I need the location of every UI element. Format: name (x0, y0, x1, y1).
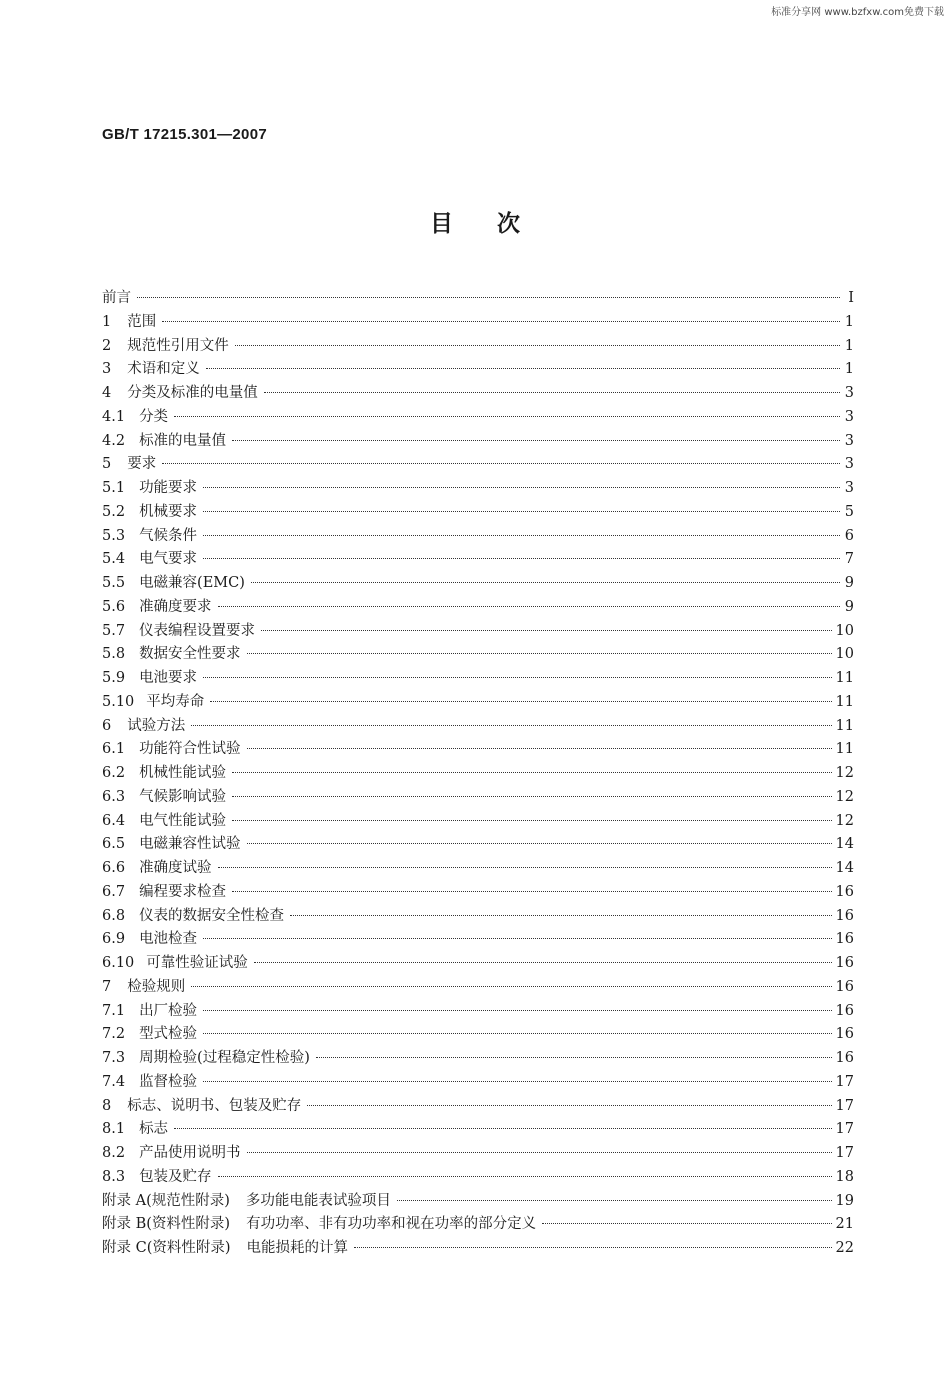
toc-dot-leader (542, 1223, 831, 1224)
toc-entry[interactable] (102, 643, 854, 667)
toc-entry-page: 16 (835, 1002, 854, 1019)
toc-entry-label: 电磁兼容(EMC) (139, 575, 245, 591)
toc-entry-number: 6.3 (102, 788, 126, 805)
toc-dot-leader (247, 653, 832, 654)
toc-dot-leader (397, 1200, 832, 1201)
toc-entry-label: 型式检验 (139, 1026, 198, 1043)
toc-entry[interactable] (102, 905, 854, 929)
toc-entry-label: 范围 (127, 313, 157, 330)
toc-entry-number: 1 (102, 313, 112, 330)
toc-dot-leader (203, 1033, 831, 1034)
toc-entry[interactable] (102, 1213, 854, 1237)
toc-entry-label: 电池要求 (139, 670, 198, 686)
toc-entry-page: 3 (844, 480, 854, 496)
toc-entry[interactable] (102, 810, 854, 834)
toc-entry-number: 8 (102, 1097, 112, 1114)
toc-entry-number: 5.10 (102, 693, 135, 710)
toc-dot-leader (218, 606, 840, 607)
toc-entry-page: 10 (835, 646, 854, 663)
toc-dot-leader (203, 535, 840, 536)
toc-dot-leader (235, 345, 840, 346)
toc-dot-leader (254, 962, 832, 963)
watermark-text: 标准分享网 www.bzfxw.com免费下载 (771, 7, 944, 18)
toc-entry-page: 17 (835, 1073, 854, 1090)
toc-entry-number: 7.2 (102, 1026, 126, 1043)
toc-entry-number: 5.6 (102, 598, 126, 615)
toc-entry-number: 4.2 (102, 432, 126, 449)
toc-entry-number: 8.3 (102, 1168, 126, 1185)
toc-entry[interactable] (102, 691, 854, 715)
toc-entry[interactable] (102, 430, 854, 454)
toc-entry[interactable] (102, 620, 854, 644)
toc-dot-leader (307, 1105, 831, 1106)
toc-entry-label: 气候条件 (139, 527, 198, 544)
toc-entry-page: 11 (835, 717, 854, 734)
toc-entry[interactable] (102, 358, 854, 382)
toc-entry-page: 3 (844, 432, 854, 449)
toc-entry-page: 16 (835, 978, 854, 995)
toc-dot-leader (203, 1081, 831, 1082)
toc-entry-number: 8.2 (102, 1145, 126, 1161)
toc-dot-leader (174, 1128, 831, 1129)
toc-entry[interactable] (102, 952, 854, 976)
toc-dot-leader (316, 1057, 832, 1058)
toc-entry[interactable] (102, 1190, 854, 1214)
toc-entry-label: 电气性能试验 (139, 812, 227, 829)
toc-entry-number: 7.3 (102, 1050, 126, 1066)
toc-title: 目次 (430, 211, 564, 237)
toc-dot-leader (232, 796, 831, 797)
toc-entry[interactable] (102, 572, 854, 596)
toc-entry[interactable] (102, 311, 854, 335)
toc-dot-leader (203, 558, 840, 559)
toc-entry-number: 附录 B(资料性附录) (102, 1216, 231, 1233)
toc-entry-label: 电气要求 (139, 551, 198, 568)
toc-entry-label: 编程要求检查 (139, 883, 227, 900)
toc-dot-leader (203, 1010, 831, 1011)
toc-entry[interactable] (102, 1095, 854, 1119)
toc-entry-number: 7.4 (102, 1073, 126, 1090)
toc-entry[interactable] (102, 1023, 854, 1047)
toc-dot-leader (232, 772, 831, 773)
toc-entry-page: 14 (835, 836, 854, 853)
toc-entry-page: 9 (844, 575, 854, 591)
toc-entry-label: 电池检查 (139, 931, 198, 948)
toc-dot-leader (203, 511, 840, 512)
toc-entry-page: 10 (835, 622, 854, 639)
toc-entry[interactable] (102, 382, 854, 406)
toc-entry-number: 6.4 (102, 812, 126, 829)
toc-entry-label: 准确度试验 (139, 860, 212, 876)
toc-entry[interactable] (102, 786, 854, 810)
toc-entry-number: 6.6 (102, 860, 126, 876)
toc-entry-page: 1 (844, 337, 854, 354)
toc-dot-leader (251, 582, 840, 583)
toc-entry-number: 5.2 (102, 503, 126, 520)
toc-entry-label: 数据安全性要求 (139, 646, 241, 663)
toc-entry-page: 18 (835, 1168, 854, 1185)
toc-entry-label: 仪表编程设置要求 (139, 622, 256, 639)
toc-entry-number: 5.4 (102, 551, 126, 568)
toc-entry-number: 6.8 (102, 907, 126, 924)
toc-dot-leader (218, 867, 832, 868)
toc-dot-leader (247, 1152, 832, 1153)
toc-dot-leader (218, 1176, 832, 1177)
toc-entry[interactable] (102, 548, 854, 572)
toc-dot-leader (261, 630, 831, 631)
document-code: GB/T 17215.301—2007 (102, 126, 267, 143)
toc-entry-number: 4 (102, 385, 112, 401)
toc-entry[interactable] (102, 976, 854, 1000)
toc-dot-leader (264, 392, 840, 393)
toc-entry-label: 分类 (139, 408, 169, 425)
toc-entry-label: 监督检验 (139, 1073, 198, 1090)
toc-entry[interactable] (102, 453, 854, 477)
toc-entry-number: 6.1 (102, 741, 126, 758)
toc-dot-leader (203, 677, 831, 678)
toc-entry-page: 1 (844, 313, 854, 330)
toc-entry-label: 有功功率、非有功功率和视在功率的部分定义 (246, 1216, 537, 1233)
toc-entry-label: 电能损耗的计算 (246, 1240, 349, 1256)
toc-dot-leader (203, 487, 840, 488)
toc-entry-page: 5 (844, 503, 854, 520)
toc-entry-label: 机械性能试验 (139, 765, 227, 781)
toc-entry-page: 3 (844, 456, 854, 473)
toc-entry[interactable] (102, 715, 854, 739)
toc-entry-label: 气候影响试验 (139, 788, 227, 805)
toc-entry-label: 功能符合性试验 (139, 741, 241, 758)
toc-entry-number: 5.7 (102, 622, 126, 639)
toc-entry-number: 附录 C(资料性附录) (102, 1240, 231, 1256)
toc-entry-number: 7 (102, 978, 112, 995)
toc-entry-page: I (848, 290, 854, 306)
table-of-contents (102, 287, 854, 1261)
toc-entry-number: 8.1 (102, 1121, 126, 1138)
toc-entry[interactable] (102, 738, 854, 762)
toc-entry-label: 出厂检验 (139, 1002, 198, 1019)
toc-entry-page: 7 (844, 551, 854, 568)
toc-entry-number: 5.8 (102, 646, 126, 663)
toc-entry[interactable] (102, 1071, 854, 1095)
toc-dot-leader (232, 440, 840, 441)
toc-entry[interactable] (102, 501, 854, 525)
toc-dot-leader (232, 820, 831, 821)
toc-entry-label: 检验规则 (127, 978, 186, 995)
toc-entry-label: 可靠性验证试验 (146, 955, 248, 971)
toc-entry-label: 多功能电能表试验项目 (245, 1192, 391, 1209)
toc-entry[interactable] (102, 762, 854, 786)
toc-entry-page: 17 (835, 1145, 854, 1161)
toc-entry[interactable] (102, 667, 854, 691)
toc-dot-leader (210, 701, 831, 702)
toc-entry-page: 1 (844, 361, 854, 378)
toc-entry[interactable] (102, 287, 854, 311)
toc-entry[interactable] (102, 1118, 854, 1142)
toc-entry[interactable] (102, 596, 854, 620)
toc-entry-page: 3 (844, 408, 854, 425)
toc-entry[interactable] (102, 1047, 854, 1071)
toc-entry-page: 16 (835, 931, 854, 948)
toc-entry-label: 机械要求 (139, 503, 198, 520)
toc-entry-label: 标准的电量值 (139, 432, 227, 449)
toc-entry-label: 标志 (139, 1121, 169, 1138)
toc-entry-page: 21 (835, 1216, 854, 1233)
toc-entry-number: 5.9 (102, 670, 126, 686)
toc-entry-number: 6.10 (102, 955, 135, 971)
toc-entry-label: 功能要求 (139, 480, 198, 496)
toc-entry-number: 7.1 (102, 1002, 126, 1019)
toc-entry-page: 12 (835, 788, 854, 805)
toc-entry-page: 9 (844, 598, 854, 615)
toc-entry-label: 标志、说明书、包装及贮存 (127, 1097, 302, 1114)
toc-entry-number: 5.3 (102, 527, 126, 544)
toc-dot-leader (162, 463, 840, 464)
toc-dot-leader (203, 938, 831, 939)
toc-entry-label: 准确度要求 (139, 598, 212, 615)
toc-entry[interactable] (102, 857, 854, 881)
toc-entry-number: 5.1 (102, 480, 126, 496)
toc-entry[interactable] (102, 525, 854, 549)
toc-entry-number: 6.5 (102, 836, 126, 853)
toc-entry-label: 包装及贮存 (139, 1168, 212, 1185)
toc-entry[interactable] (102, 335, 854, 359)
toc-entry-page: 3 (844, 385, 854, 401)
toc-entry-page: 16 (835, 1050, 854, 1066)
toc-entry-label: 前言 (102, 290, 131, 306)
toc-dot-leader (247, 748, 832, 749)
toc-entry-page: 6 (844, 527, 854, 544)
toc-entry[interactable] (102, 1237, 854, 1261)
toc-entry[interactable] (102, 406, 854, 430)
toc-entry-number: 6.2 (102, 765, 126, 781)
toc-entry-page: 11 (835, 693, 854, 710)
toc-entry-page: 12 (835, 812, 854, 829)
toc-entry-number: 附录 A(规范性附录) (102, 1192, 230, 1209)
toc-entry-number: 4.1 (102, 408, 126, 425)
toc-dot-leader (162, 321, 840, 322)
toc-dot-leader (354, 1247, 832, 1248)
toc-entry-number: 6 (102, 717, 112, 734)
toc-entry[interactable] (102, 833, 854, 857)
toc-entry-page: 11 (835, 670, 854, 686)
toc-dot-leader (191, 986, 831, 987)
toc-entry-label: 规范性引用文件 (127, 337, 229, 354)
toc-entry-page: 19 (835, 1192, 854, 1209)
toc-entry-number: 6.7 (102, 883, 126, 900)
toc-entry-label: 要求 (127, 456, 157, 473)
toc-entry-page: 14 (835, 860, 854, 876)
toc-entry-label: 试验方法 (127, 717, 186, 734)
toc-entry-number: 3 (102, 361, 112, 378)
toc-entry-page: 12 (835, 765, 854, 781)
toc-entry-number: 5 (102, 456, 112, 473)
toc-entry[interactable] (102, 477, 854, 501)
toc-entry-page: 16 (835, 907, 854, 924)
toc-entry-label: 产品使用说明书 (139, 1145, 241, 1161)
toc-dot-leader (232, 891, 831, 892)
toc-entry-label: 术语和定义 (127, 361, 200, 378)
toc-entry-page: 16 (835, 955, 854, 971)
toc-entry[interactable] (102, 1000, 854, 1024)
toc-entry-label: 周期检验(过程稳定性检验) (139, 1050, 310, 1066)
toc-entry-label: 电磁兼容性试验 (139, 836, 241, 853)
toc-entry[interactable] (102, 928, 854, 952)
toc-entry-page: 22 (835, 1240, 854, 1256)
toc-entry-page: 11 (835, 741, 854, 758)
toc-entry[interactable] (102, 1166, 854, 1190)
toc-entry-number: 5.5 (102, 575, 126, 591)
toc-dot-leader (290, 915, 831, 916)
toc-entry-page: 17 (835, 1121, 854, 1138)
toc-entry-label: 仪表的数据安全性检查 (139, 907, 285, 924)
toc-dot-leader (206, 368, 840, 369)
toc-entry-number: 2 (102, 337, 112, 354)
toc-dot-leader (137, 297, 840, 298)
toc-entry-page: 17 (835, 1097, 854, 1114)
toc-dot-leader (191, 725, 831, 726)
toc-dot-leader (247, 843, 832, 844)
toc-entry-label: 平均寿命 (146, 693, 205, 710)
toc-dot-leader (174, 416, 840, 417)
toc-entry-page: 16 (835, 883, 854, 900)
toc-entry[interactable] (102, 1142, 854, 1166)
toc-entry[interactable] (102, 881, 854, 905)
toc-entry-page: 16 (835, 1026, 854, 1043)
toc-entry-label: 分类及标准的电量值 (127, 385, 258, 401)
toc-entry-number: 6.9 (102, 931, 126, 948)
